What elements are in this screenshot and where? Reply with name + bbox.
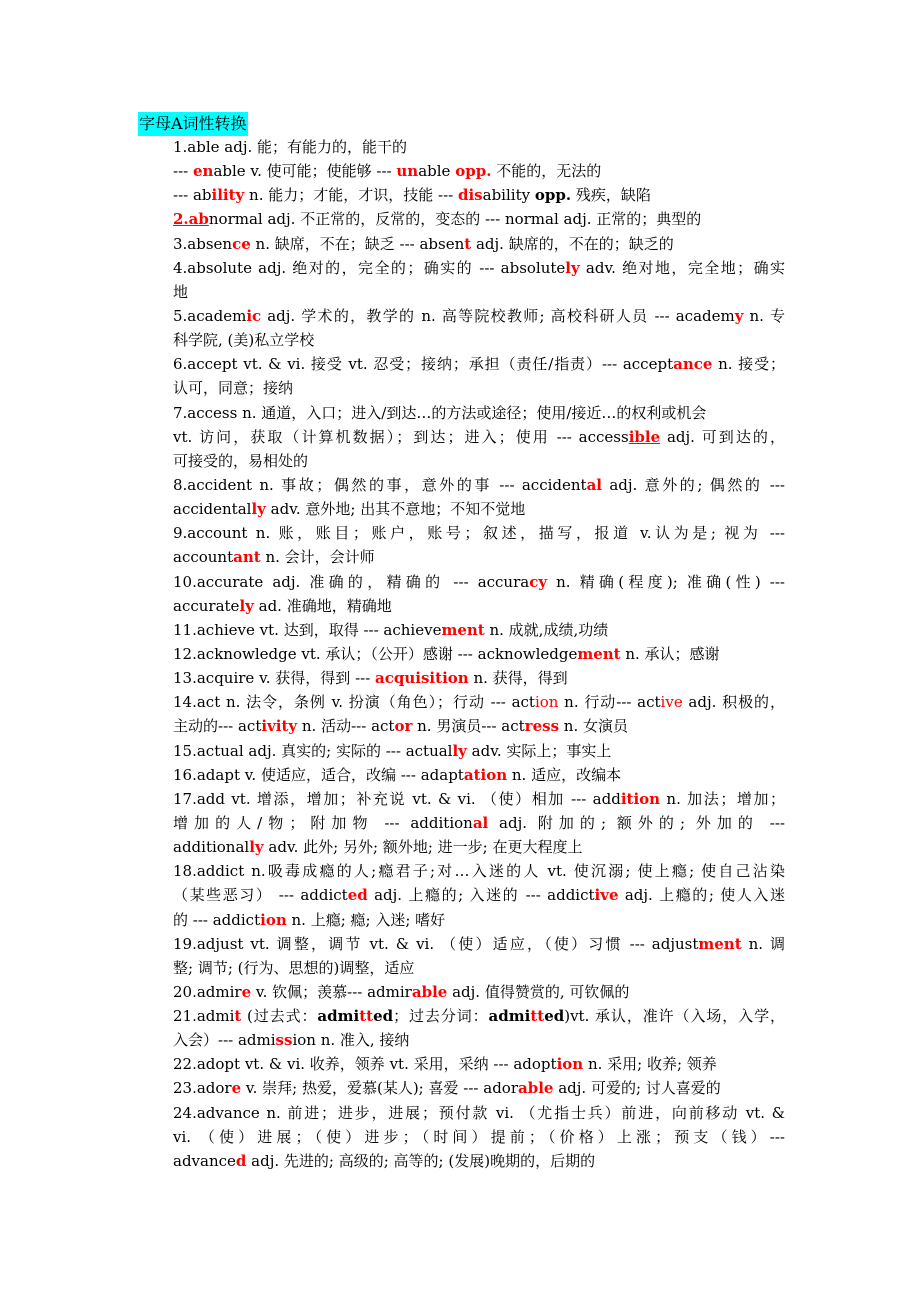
red-suffix: ive [660, 693, 683, 712]
line-text: 8.accident n. 事故；偶然的事，意外的事 --- accident [173, 475, 587, 494]
highlighted-suffix: t [234, 1007, 242, 1026]
text-line [173, 159, 785, 183]
line-text: 18.addict n.吸毒成瘾的人;瘾君子;对…入迷的人 vt. 使沉溺; 使上瘾; 使自己沾染 [173, 862, 785, 881]
highlighted-suffix: al [586, 475, 602, 494]
highlighted-suffix: t [464, 234, 472, 253]
text-line [173, 1149, 785, 1173]
text-line [173, 835, 785, 859]
text-line [173, 401, 785, 425]
text-line [173, 908, 785, 932]
line-text: )vt. 承认，准许（入场，入学， [564, 1007, 785, 1026]
line-text: n. 活动--- act [297, 717, 395, 736]
text-line [173, 980, 785, 1004]
text-line [173, 1052, 785, 1076]
red-suffix: ion [534, 693, 559, 712]
highlighted-suffix: e [231, 1079, 242, 1098]
line-text: 20.admir [173, 982, 242, 1001]
line-text: 17.add vt. 增添，增加；补充说 vt. & vi. （使）相加 --- add [173, 789, 621, 808]
text-line [173, 497, 785, 521]
line-text: additional [173, 838, 250, 857]
highlighted-suffix: ly [249, 838, 264, 857]
text-line [173, 666, 785, 690]
highlighted-suffix: dis [458, 186, 483, 205]
line-text: able v. 使可能；使能够 --- [213, 162, 397, 181]
line-text: n. 获得，得到 [468, 669, 568, 688]
line-text: n. 上瘾; 瘾; 入迷; 嗜好 [286, 910, 446, 929]
bold-text: admi [317, 1007, 360, 1026]
text-line [173, 570, 785, 594]
highlighted-suffix: y [734, 306, 744, 325]
highlighted-suffix: ant [233, 548, 261, 567]
line-text: 9.account n. 账，账目；账户，账号；叙述，描写，报道 v.认为是; 视为 --- [173, 524, 785, 543]
text-line [173, 714, 785, 738]
text-line [173, 256, 785, 280]
line-text: 16.adapt v. 使适应，适合，改编 --- adapt [173, 765, 464, 784]
line-text: adj. 上瘾的; 入迷的 --- addict [367, 886, 595, 905]
line-text: adj. 附加的; 额外的; 外加的 --- [488, 813, 785, 832]
highlighted-suffix: ly [251, 500, 266, 519]
highlighted-suffix: ance [673, 355, 713, 374]
line-text: ability [482, 186, 535, 205]
line-text: able [418, 162, 456, 181]
highlighted-suffix: e [241, 982, 252, 1001]
line-text: 科学院, (美)私立学校 [173, 331, 315, 350]
line-text: n. 接受； [712, 355, 785, 374]
text-line [173, 618, 785, 642]
text-line [173, 763, 785, 787]
text-line [173, 328, 785, 352]
line-text: 11.achieve vt. 达到，取得 --- achieve [173, 620, 442, 639]
text-line [173, 473, 785, 497]
text-line [173, 1101, 785, 1125]
highlighted-suffix: tt [359, 1007, 374, 1026]
line-text: adj. 意外的; 偶然的 --- [602, 475, 785, 494]
line-text: (过去式： [241, 1007, 318, 1026]
text-line [173, 956, 785, 980]
highlighted-suffix: ress [524, 717, 560, 736]
highlighted-suffix: ly [239, 596, 254, 615]
line-text: 3.absen [173, 234, 233, 253]
line-text: vi. （使）进展；（使）进步；（时间）提前；（价格）上涨；预支（钱）--- [173, 1127, 785, 1146]
line-text: 认可，同意；接纳 [173, 379, 294, 398]
highlighted-suffix: ss [275, 1031, 293, 1050]
text-line [173, 1028, 785, 1052]
line-text: adv. 实际上；事实上 [466, 741, 612, 760]
line-text: 21.admi [173, 1007, 235, 1026]
line-text: v. 崇拜; 热爱，爱慕(某人); 喜爱 --- ador [241, 1079, 518, 1098]
line-text: 整; 调节; (行为、思想的)调整，适应 [173, 958, 415, 977]
line-text: --- ab [173, 186, 212, 205]
line-text: advance [173, 1151, 236, 1170]
text-line [173, 690, 785, 714]
line-text: adj. 缺席的，不在的；缺乏的 [471, 234, 674, 253]
text-line [173, 280, 785, 304]
line-text: 1.able adj. 能；有能力的，能干的 [173, 138, 408, 156]
line-text: 23.ador [173, 1079, 232, 1098]
line-text: adj. 积极的， [682, 693, 785, 712]
line-text: n. 能力；才能，才识，技能 --- [244, 186, 458, 205]
line-text: n. 会计，会计师 [260, 548, 375, 567]
highlighted-suffix: ment [441, 620, 485, 639]
highlighted-suffix: or [394, 717, 413, 736]
line-text: 19.adjust vt. 调整，调节 vt. & vi. （使）适应，（使）习惯 --- adjust [173, 934, 699, 953]
bold-text: admi [488, 1007, 531, 1026]
highlighted-suffix: acquisition [375, 669, 469, 688]
line-text: adj. 先进的; 高级的; 高等的; (发展)晚期的，后期的 [246, 1151, 596, 1170]
line-text: adj. 可爱的; 讨人喜爱的 [553, 1079, 721, 1098]
line-text: 13.acquire v. 获得，得到 --- [173, 669, 376, 688]
highlighted-suffix: ed [347, 886, 368, 905]
text-line [173, 135, 785, 159]
text-line [173, 521, 785, 545]
highlighted-suffix: able [518, 1079, 554, 1098]
text-line [173, 1125, 785, 1149]
line-text: n. 加法；增加； [660, 789, 786, 808]
highlighted-suffix: en [192, 162, 214, 181]
highlighted-suffix: d [235, 1151, 247, 1170]
line-text: 增加的人/物；附加物 --- addition [173, 813, 473, 832]
line-text: 残疾，缺陷 [571, 186, 651, 205]
bold-text: opp. [534, 186, 572, 205]
line-text: v. 钦佩；羡慕--- admir [251, 982, 412, 1001]
text-line [173, 883, 785, 907]
line-text: n. 采用; 收养; 领养 [583, 1055, 717, 1074]
line-text: adj. 上瘾的; 使人入迷 [618, 886, 785, 905]
line-text: vt. 访问，获取（计算机数据）；到达；进入；使用 --- access [173, 427, 629, 446]
highlighted-suffix: opp. [455, 162, 492, 181]
highlighted-suffix: ive [594, 886, 619, 905]
highlighted-suffix: ible [628, 427, 661, 446]
highlighted-suffix: un [396, 162, 419, 181]
line-text: adj. 可到达的， [660, 427, 785, 446]
text-line [173, 352, 785, 376]
line-text: 的 --- addict [173, 910, 261, 929]
line-text: n. 调 [741, 934, 785, 953]
line-text: 地 [173, 282, 189, 301]
highlighted-suffix: cy [529, 572, 548, 591]
line-text: 5.academ [173, 306, 247, 325]
highlighted-suffix: ly [565, 258, 580, 277]
line-text: 15.actual adj. 真实的; 实际的 --- actual [173, 741, 453, 760]
line-text: 可接受的，易相处的 [173, 451, 309, 470]
line-text: adv. 绝对地，完全地；确实 [579, 258, 786, 277]
section-heading: 字母A词性转换 [138, 112, 248, 136]
text-line [173, 642, 785, 666]
line-text: 14.act n. 法令，条例 v. 扮演（角色）；行动 --- act [173, 693, 535, 712]
line-text: account [173, 548, 234, 567]
highlighted-suffix: ion [556, 1055, 584, 1074]
line-text: adv. 意外地; 出其不意地；不知不觉地 [265, 500, 526, 519]
line-text: n. 适应，改编本 [507, 765, 622, 784]
text-line [173, 449, 785, 473]
highlighted-suffix: ion [260, 910, 287, 929]
text-line [173, 425, 785, 449]
line-text: n. 行动--- act [558, 693, 661, 712]
line-text: 22.adopt vt. & vi. 收养，领养 vt. 采用，采纳 --- adopt [173, 1055, 557, 1074]
line-text: n. 女演员 [559, 717, 628, 736]
line-text: 入会）--- admi [173, 1031, 276, 1050]
line-text: 12.acknowledge vt. 承认；（公开）感谢 --- acknowledge [173, 644, 578, 663]
highlighted-suffix: al [472, 813, 489, 832]
line-text: 4.absolute adj. 绝对的，完全的；确实的 --- absolute [173, 258, 566, 277]
line-text: n. 缺席，不在；缺乏 --- absen [250, 234, 465, 253]
line-text: 10.accurate adj. 准确的，精确的 --- accura [173, 572, 530, 591]
text-line [173, 811, 785, 835]
text-line [173, 932, 785, 956]
text-line [173, 1004, 785, 1028]
line-text: ；过去分词： [393, 1007, 489, 1026]
line-text: 7.access n. 通道，入口；进入/到达…的方法或途径；使用/接近…的权利或机会 [173, 403, 707, 422]
highlighted-suffix: ic [246, 306, 262, 325]
line-text: normal adj. 不正常的，反常的，变态的 --- normal adj. 正常的；典型的 [208, 210, 702, 229]
highlighted-suffix: ly [452, 741, 467, 760]
text-line [173, 787, 785, 811]
line-text: ion n. 准入, 接纳 [292, 1031, 410, 1050]
highlighted-suffix: ment [577, 644, 621, 663]
text-line [173, 594, 785, 618]
line-text: --- [173, 162, 193, 181]
text-line [173, 859, 785, 883]
text-line [173, 739, 785, 763]
line-text: n. 精确(程度); 准确(性) --- [547, 572, 785, 591]
line-text: adj. 值得赞赏的, 可钦佩的 [447, 982, 630, 1001]
text-line [173, 304, 785, 328]
highlighted-suffix: ation [463, 765, 508, 784]
highlighted-suffix: ment [698, 934, 742, 953]
line-text: ad. 准确地，精确地 [253, 596, 392, 615]
line-text: 24.advance n. 前进；进步，进展；预付款 vi. （尤指士兵）前进，向前移动 vt. & [173, 1103, 785, 1122]
line-text: （某些恶习） --- addict [173, 886, 348, 905]
text-line [173, 232, 785, 256]
highlighted-suffix: ivity [261, 717, 298, 736]
text-line [173, 207, 785, 231]
highlighted-suffix: ce [232, 234, 251, 253]
text-line [173, 1076, 785, 1100]
line-text: adv. 此外; 另外; 额外地; 进一步; 在更大程度上 [263, 838, 583, 857]
vocabulary-list [173, 135, 785, 1173]
line-text: 主动的--- act [173, 717, 262, 736]
highlighted-suffix: ition [620, 789, 661, 808]
line-text: accidental [173, 500, 252, 519]
highlighted-suffix: 2.ab [173, 210, 209, 229]
text-line [173, 545, 785, 569]
highlighted-suffix: ility [211, 186, 245, 205]
line-text: n. 专 [743, 306, 785, 325]
text-line [173, 183, 785, 207]
line-text: n. 男演员--- act [412, 717, 525, 736]
line-text: adj. 学术的，教学的 n. 高等院校教师; 高校科研人员 --- academ [261, 306, 735, 325]
line-text: n. 成就,成绩,功绩 [484, 620, 609, 639]
bold-text: ed [544, 1007, 565, 1026]
line-text: accurate [173, 596, 240, 615]
line-text: 不能的，无法的 [491, 162, 602, 181]
line-text: 6.accept vt. & vi. 接受 vt. 忍受；接纳；承担（责任/指责）--- accept [173, 355, 674, 374]
text-line [173, 376, 785, 400]
bold-text: ed [373, 1007, 394, 1026]
highlighted-suffix: able [411, 982, 448, 1001]
highlighted-suffix: tt [530, 1007, 545, 1026]
line-text: n. 承认；感谢 [620, 644, 720, 663]
